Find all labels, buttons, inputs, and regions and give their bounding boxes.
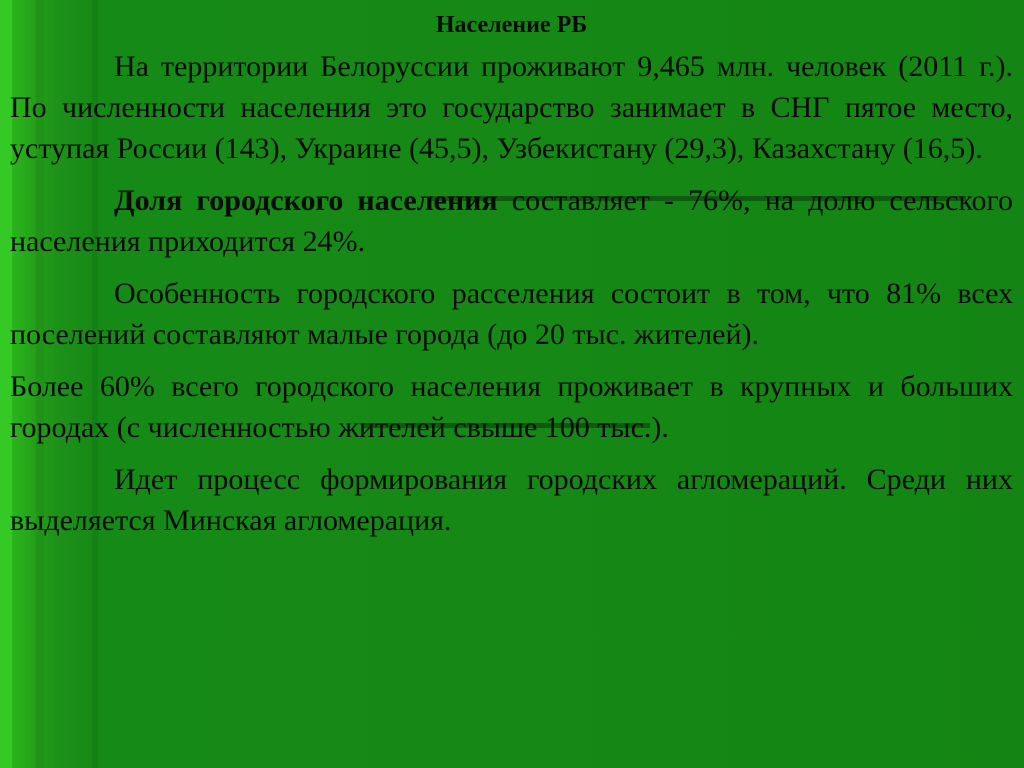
paragraph-urban-share — [10, 180, 1013, 262]
slide-content — [10, 8, 1013, 552]
paragraph-population: На территории Белоруссии проживают 9,465 млн. человек (2011 г.). По численности населения это государство занимает в СНГ пятое место, уступая России (143), Украине (45,5), Узбекистану (29,3), Казахстану (16,5). — [10, 50, 1013, 165]
paragraph-large-cities: Более 60% всего городского населения проживает в крупных и больших городах (с численностью жителей свыше 100 тыс.). — [10, 370, 1013, 444]
paragraph-agglomerations: Идет процесс формирования городских агломераций. Среди них выделяется Минская агломерация. — [10, 463, 1013, 537]
page-title: Население РБ — [435, 12, 588, 38]
paragraph-settlement-feature: Особенность городского расселения состоит в том, что 81% всех поселений составляют малые города (до 20 тыс. жителей). — [10, 277, 1013, 351]
urban-share-heading: Доля городского населения — [114, 184, 498, 217]
urban-share-text: составляет - 76%, на долю сельского населения приходится 24%. — [10, 184, 1013, 258]
